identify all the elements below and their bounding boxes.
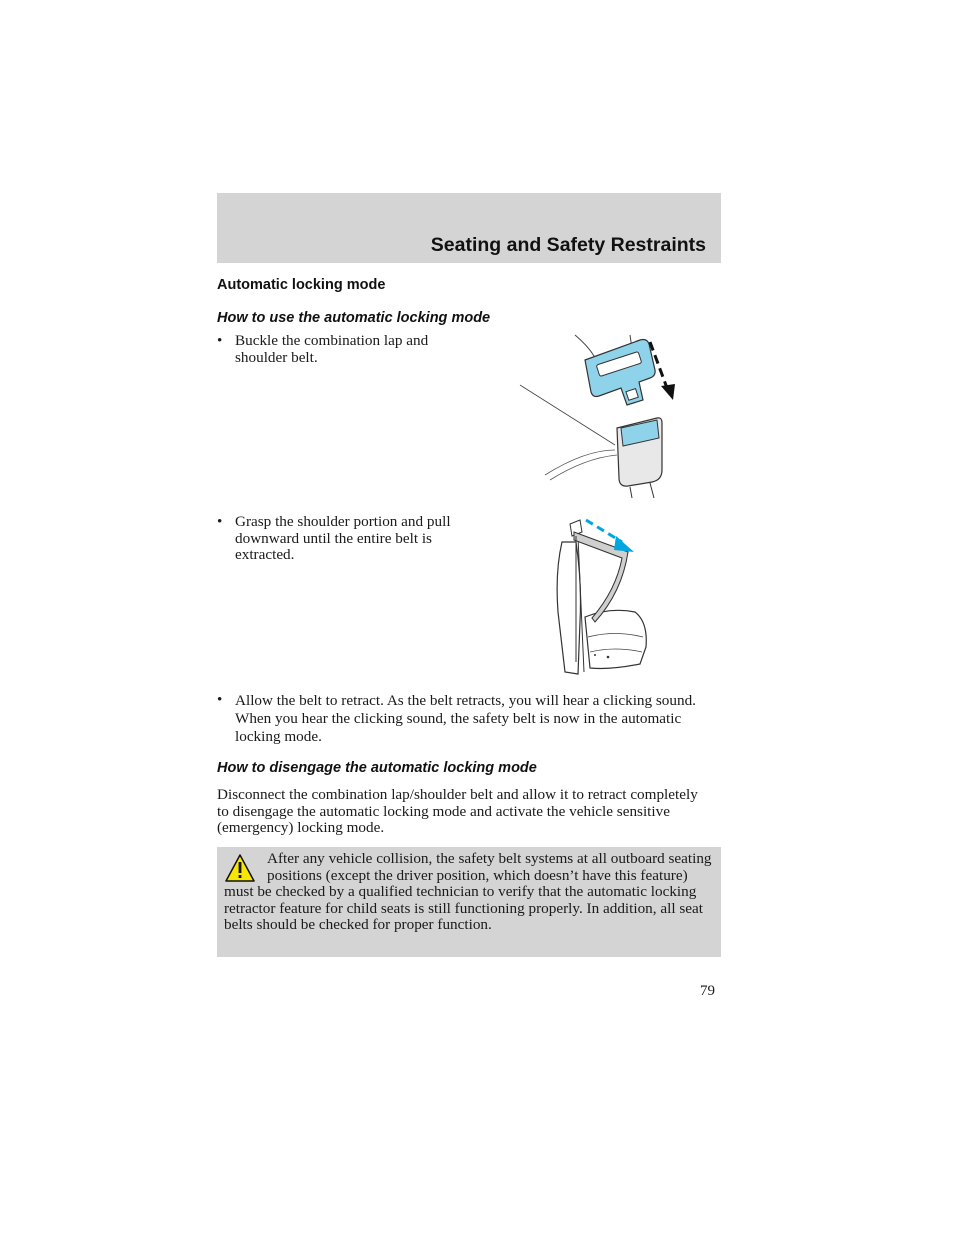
list-item [217, 692, 721, 746]
warning-text: After any vehicle collision, the safety belt systems at all outboard seating positions (except the driver position, which doesn’t have this feature) must be checked by a qualified technician to verify that the automatic locking retractor feature for child seats is still functioning properly. In addition, all seat belts should be checked for proper function. [224, 850, 712, 933]
seat-belt-extraction-illustration [550, 512, 660, 680]
warning-box [217, 847, 721, 957]
list-item-text: Allow the belt to retract. As the belt retracts, you will hear a clicking sound. When you hear the clicking sound, the safety belt is now in the automatic locking mode. [235, 692, 696, 745]
page-number: 79 [700, 983, 715, 999]
buckle-illustration [515, 330, 685, 500]
header-band [217, 193, 721, 263]
bullet-dot: • [217, 691, 223, 708]
subsection-heading-use: How to use the automatic locking mode [217, 310, 491, 326]
list-item-text: Grasp the shoulder portion and pull downward until the entire belt is extracted. [235, 513, 451, 563]
bullet-dot: • [217, 513, 223, 530]
list-item-text: Buckle the combination lap and shoulder belt. [235, 332, 429, 366]
seat-back [557, 537, 584, 674]
bullet-dot: • [217, 332, 223, 349]
section-heading: Automatic locking mode [217, 277, 386, 293]
buckle-tongue [585, 340, 655, 406]
disengage-paragraph: Disconnect the combination lap/shoulder belt and allow it to retract completely to disengage the automatic locking mode and activate the vehicle sensitive (emergency) locking mode. [217, 786, 698, 836]
buckle-receiver [617, 418, 662, 498]
page-title: Seating and Safety Restraints [430, 234, 706, 256]
subsection-heading-disengage: How to disengage the automatic locking mode [217, 760, 537, 776]
